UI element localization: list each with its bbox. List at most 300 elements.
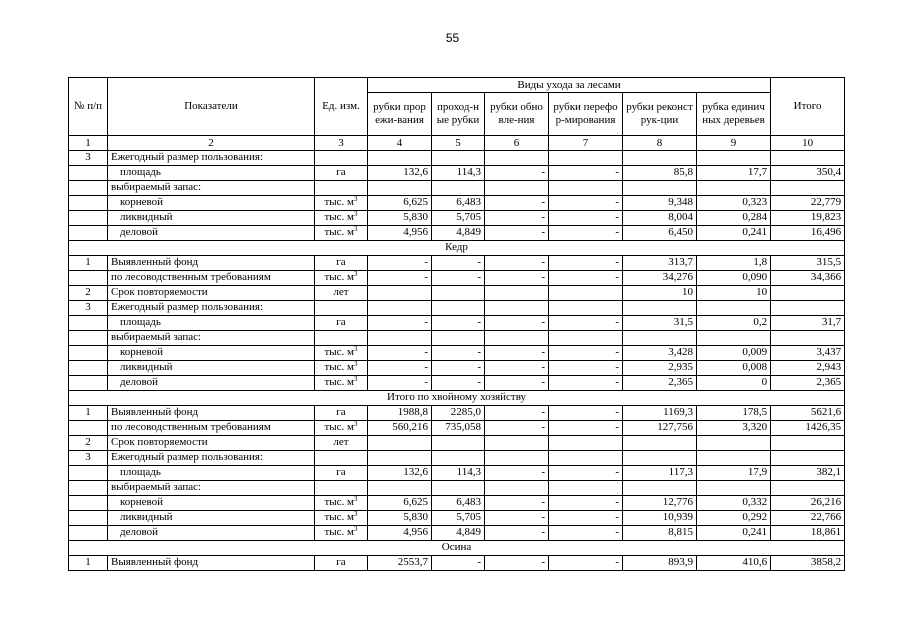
value-cell	[549, 301, 623, 316]
value-cell	[432, 436, 485, 451]
row-number	[69, 421, 108, 436]
row-number: 1	[69, 256, 108, 271]
value-cell: 22,766	[771, 511, 845, 526]
value-cell: 3,437	[771, 346, 845, 361]
value-cell	[697, 301, 771, 316]
value-cell: -	[549, 226, 623, 241]
value-cell: 132,6	[368, 466, 432, 481]
table-row	[69, 181, 845, 196]
value-cell: -	[549, 466, 623, 481]
column-number: 5	[432, 136, 485, 151]
value-cell: -	[368, 271, 432, 286]
value-cell: -	[368, 361, 432, 376]
value-cell: 4,956	[368, 526, 432, 541]
value-cell	[549, 331, 623, 346]
value-cell: 315,5	[771, 256, 845, 271]
value-cell	[623, 451, 697, 466]
header-group: Виды ухода за лесами	[368, 78, 771, 93]
value-cell	[485, 151, 549, 166]
table-row	[69, 166, 845, 181]
value-cell	[549, 436, 623, 451]
row-number	[69, 511, 108, 526]
value-cell: -	[549, 316, 623, 331]
value-cell: -	[549, 526, 623, 541]
value-cell	[697, 151, 771, 166]
header-col-6: рубка единичных деревьев	[697, 93, 771, 136]
unit-superscript: 3	[354, 510, 358, 518]
value-cell: 2553,7	[368, 556, 432, 571]
value-cell: 178,5	[697, 406, 771, 421]
section-row	[69, 391, 845, 406]
value-cell: -	[485, 271, 549, 286]
column-number: 3	[315, 136, 368, 151]
row-number	[69, 361, 108, 376]
value-cell: -	[485, 496, 549, 511]
row-label: выбираемый запас:	[108, 331, 315, 346]
row-label: корневой	[108, 346, 315, 361]
row-number: 3	[69, 451, 108, 466]
value-cell	[697, 436, 771, 451]
unit-text: га	[336, 316, 346, 328]
column-number: 7	[549, 136, 623, 151]
value-cell: -	[368, 256, 432, 271]
column-number: 8	[623, 136, 697, 151]
value-cell: 9,348	[623, 196, 697, 211]
value-cell: 2285,0	[432, 406, 485, 421]
value-cell: -	[485, 511, 549, 526]
table-row	[69, 301, 845, 316]
value-cell: 34,366	[771, 271, 845, 286]
value-cell: -	[432, 556, 485, 571]
value-cell	[368, 151, 432, 166]
value-cell: -	[549, 361, 623, 376]
value-cell	[485, 301, 549, 316]
value-cell: 735,058	[432, 421, 485, 436]
value-cell: 114,3	[432, 166, 485, 181]
value-cell: 4,849	[432, 526, 485, 541]
value-cell	[771, 436, 845, 451]
table-row	[69, 211, 845, 226]
value-cell: -	[432, 376, 485, 391]
row-label: деловой	[108, 376, 315, 391]
value-cell: 10	[697, 286, 771, 301]
value-cell: -	[485, 361, 549, 376]
value-cell: 19,823	[771, 211, 845, 226]
section-title: Осина	[69, 541, 845, 556]
row-label: Ежегодный размер пользования:	[108, 301, 315, 316]
value-cell: -	[549, 556, 623, 571]
row-number	[69, 316, 108, 331]
row-label: Выявленный фонд	[108, 406, 315, 421]
row-label: ликвидный	[108, 511, 315, 526]
value-cell	[771, 331, 845, 346]
value-cell: 1426,35	[771, 421, 845, 436]
value-cell: 0,323	[697, 196, 771, 211]
value-cell	[623, 181, 697, 196]
value-cell	[368, 481, 432, 496]
row-number	[69, 166, 108, 181]
unit-text: га	[336, 166, 346, 178]
row-unit	[315, 466, 368, 481]
row-number	[69, 331, 108, 346]
page-number: 55	[445, 31, 460, 45]
value-cell: 5621,6	[771, 406, 845, 421]
value-cell: 350,4	[771, 166, 845, 181]
value-cell: -	[485, 466, 549, 481]
value-cell	[485, 436, 549, 451]
value-cell: 4,849	[432, 226, 485, 241]
value-cell	[623, 151, 697, 166]
row-label: площадь	[108, 166, 315, 181]
unit-text: лет	[333, 286, 349, 298]
value-cell: 114,3	[432, 466, 485, 481]
row-label: деловой	[108, 526, 315, 541]
value-cell: 382,1	[771, 466, 845, 481]
value-cell	[485, 331, 549, 346]
table-row	[69, 361, 845, 376]
table-header	[69, 78, 845, 151]
value-cell	[623, 301, 697, 316]
value-cell: -	[485, 376, 549, 391]
unit-text: тыс. м	[324, 271, 355, 283]
row-label: корневой	[108, 496, 315, 511]
table-row	[69, 226, 845, 241]
unit-superscript: 3	[354, 345, 358, 353]
unit-text: тыс. м	[324, 226, 355, 238]
row-label: ликвидный	[108, 211, 315, 226]
row-label: Ежегодный размер пользования:	[108, 451, 315, 466]
value-cell: 22,779	[771, 196, 845, 211]
value-cell	[485, 451, 549, 466]
table-row	[69, 421, 845, 436]
value-cell: -	[549, 211, 623, 226]
unit-superscript: 3	[354, 420, 358, 428]
value-cell: -	[549, 196, 623, 211]
header-col-2: проход-ные рубки	[432, 93, 485, 136]
value-cell: 18,861	[771, 526, 845, 541]
row-label: ликвидный	[108, 361, 315, 376]
unit-text: лет	[333, 436, 349, 448]
table-row	[69, 331, 845, 346]
value-cell: 5,830	[368, 511, 432, 526]
table-row	[69, 151, 845, 166]
value-cell: 6,483	[432, 496, 485, 511]
row-label: деловой	[108, 226, 315, 241]
value-cell: -	[549, 166, 623, 181]
row-unit	[315, 451, 368, 466]
value-cell: -	[485, 196, 549, 211]
value-cell: -	[485, 526, 549, 541]
value-cell: 0,332	[697, 496, 771, 511]
row-unit	[315, 181, 368, 196]
unit-text: га	[336, 556, 346, 568]
value-cell: 0	[697, 376, 771, 391]
value-cell: 6,625	[368, 496, 432, 511]
value-cell: -	[432, 361, 485, 376]
value-cell: -	[432, 346, 485, 361]
table-row	[69, 556, 845, 571]
value-cell: -	[549, 406, 623, 421]
row-unit	[315, 511, 368, 526]
value-cell: 0,008	[697, 361, 771, 376]
column-number: 2	[108, 136, 315, 151]
value-cell: 6,483	[432, 196, 485, 211]
unit-text: тыс. м	[324, 211, 355, 223]
value-cell: 34,276	[623, 271, 697, 286]
unit-text: га	[336, 256, 346, 268]
value-cell: 0,292	[697, 511, 771, 526]
value-cell: 10	[623, 286, 697, 301]
unit-text: тыс. м	[324, 511, 355, 523]
value-cell: 1169,3	[623, 406, 697, 421]
value-cell: 0,284	[697, 211, 771, 226]
row-number: 1	[69, 406, 108, 421]
unit-text: тыс. м	[324, 376, 355, 388]
header-unit: Ед. изм.	[315, 78, 368, 136]
unit-superscript: 3	[354, 375, 358, 383]
unit-text: тыс. м	[324, 361, 355, 373]
table-row	[69, 271, 845, 286]
value-cell	[623, 331, 697, 346]
row-label: выбираемый запас:	[108, 181, 315, 196]
section-row	[69, 541, 845, 556]
value-cell	[432, 331, 485, 346]
row-number	[69, 196, 108, 211]
value-cell: -	[432, 271, 485, 286]
value-cell	[771, 301, 845, 316]
row-unit	[315, 406, 368, 421]
row-unit	[315, 226, 368, 241]
value-cell: 3,428	[623, 346, 697, 361]
header-col-3: рубки обновле-ния	[485, 93, 549, 136]
value-cell: 31,5	[623, 316, 697, 331]
row-label: выбираемый запас:	[108, 481, 315, 496]
value-cell: 85,8	[623, 166, 697, 181]
value-cell: 3858,2	[771, 556, 845, 571]
unit-superscript: 3	[354, 270, 358, 278]
table-row	[69, 526, 845, 541]
value-cell	[771, 181, 845, 196]
row-number	[69, 346, 108, 361]
value-cell: -	[485, 256, 549, 271]
table-row	[69, 406, 845, 421]
value-cell	[432, 451, 485, 466]
row-number	[69, 496, 108, 511]
table-row	[69, 466, 845, 481]
value-cell	[368, 286, 432, 301]
value-cell	[549, 481, 623, 496]
row-unit	[315, 316, 368, 331]
value-cell: 12,776	[623, 496, 697, 511]
value-cell: -	[432, 316, 485, 331]
row-unit	[315, 556, 368, 571]
row-label: корневой	[108, 196, 315, 211]
value-cell: -	[485, 226, 549, 241]
row-number: 3	[69, 301, 108, 316]
value-cell	[485, 286, 549, 301]
value-cell	[549, 451, 623, 466]
value-cell	[623, 436, 697, 451]
value-cell: 6,450	[623, 226, 697, 241]
row-unit	[315, 346, 368, 361]
unit-text: га	[336, 406, 346, 418]
table-row	[69, 196, 845, 211]
forest-care-table	[68, 77, 845, 571]
unit-text: тыс. м	[324, 496, 355, 508]
table-row	[69, 496, 845, 511]
row-number	[69, 211, 108, 226]
value-cell	[368, 301, 432, 316]
value-cell: 16,496	[771, 226, 845, 241]
column-number: 1	[69, 136, 108, 151]
table-row	[69, 256, 845, 271]
value-cell	[697, 331, 771, 346]
value-cell: -	[485, 346, 549, 361]
unit-superscript: 3	[354, 195, 358, 203]
value-cell	[549, 286, 623, 301]
value-cell	[697, 181, 771, 196]
value-cell	[771, 451, 845, 466]
value-cell: 8,815	[623, 526, 697, 541]
row-unit	[315, 286, 368, 301]
unit-text: тыс. м	[324, 421, 355, 433]
row-number	[69, 376, 108, 391]
value-cell: 5,830	[368, 211, 432, 226]
value-cell	[368, 451, 432, 466]
row-label: Выявленный фонд	[108, 556, 315, 571]
value-cell	[485, 481, 549, 496]
value-cell: 10,939	[623, 511, 697, 526]
value-cell: 31,7	[771, 316, 845, 331]
row-label: по лесоводственным требованиям	[108, 421, 315, 436]
value-cell	[432, 301, 485, 316]
table-body	[69, 151, 845, 571]
table-row	[69, 316, 845, 331]
row-unit	[315, 211, 368, 226]
value-cell: -	[549, 271, 623, 286]
value-cell: 0,241	[697, 526, 771, 541]
row-unit	[315, 526, 368, 541]
table-row	[69, 376, 845, 391]
value-cell: -	[485, 556, 549, 571]
value-cell: 313,7	[623, 256, 697, 271]
value-cell: -	[368, 376, 432, 391]
value-cell: 5,705	[432, 211, 485, 226]
row-label: Срок повторяемости	[108, 286, 315, 301]
section-row	[69, 241, 845, 256]
row-unit	[315, 271, 368, 286]
value-cell: 2,935	[623, 361, 697, 376]
table-row	[69, 286, 845, 301]
value-cell: -	[368, 316, 432, 331]
value-cell	[485, 181, 549, 196]
section-title: Итого по хвойному хозяйству	[69, 391, 845, 406]
row-number	[69, 466, 108, 481]
header-col-1: рубки прорежи-вания	[368, 93, 432, 136]
row-number: 3	[69, 151, 108, 166]
row-label: Ежегодный размер пользования:	[108, 151, 315, 166]
row-label: Выявленный фонд	[108, 256, 315, 271]
value-cell: 1,8	[697, 256, 771, 271]
value-cell: 410,6	[697, 556, 771, 571]
value-cell	[368, 331, 432, 346]
value-cell: -	[549, 496, 623, 511]
row-unit	[315, 361, 368, 376]
row-number	[69, 181, 108, 196]
table-row	[69, 346, 845, 361]
value-cell: 4,956	[368, 226, 432, 241]
value-cell: 6,625	[368, 196, 432, 211]
value-cell: 0,241	[697, 226, 771, 241]
value-cell: 0,2	[697, 316, 771, 331]
value-cell: -	[432, 256, 485, 271]
value-cell: 17,7	[697, 166, 771, 181]
value-cell: 560,216	[368, 421, 432, 436]
row-label: площадь	[108, 316, 315, 331]
unit-text: тыс. м	[324, 196, 355, 208]
column-number: 4	[368, 136, 432, 151]
value-cell: 1988,8	[368, 406, 432, 421]
row-unit	[315, 331, 368, 346]
value-cell: -	[485, 316, 549, 331]
value-cell: 2,365	[623, 376, 697, 391]
value-cell: 2,943	[771, 361, 845, 376]
value-cell: 8,004	[623, 211, 697, 226]
row-unit	[315, 256, 368, 271]
value-cell	[623, 481, 697, 496]
unit-text: тыс. м	[324, 346, 355, 358]
value-cell: 17,9	[697, 466, 771, 481]
row-unit	[315, 376, 368, 391]
header-indicator: Показатели	[108, 78, 315, 136]
row-number	[69, 481, 108, 496]
row-unit	[315, 421, 368, 436]
table-row	[69, 511, 845, 526]
unit-superscript: 3	[354, 495, 358, 503]
section-title: Кедр	[69, 241, 845, 256]
column-number: 9	[697, 136, 771, 151]
row-label: Срок повторяемости	[108, 436, 315, 451]
unit-superscript: 3	[354, 360, 358, 368]
value-cell: 117,3	[623, 466, 697, 481]
unit-superscript: 3	[354, 225, 358, 233]
row-unit	[315, 496, 368, 511]
value-cell: 132,6	[368, 166, 432, 181]
value-cell: 127,756	[623, 421, 697, 436]
row-unit	[315, 196, 368, 211]
value-cell: -	[549, 511, 623, 526]
unit-superscript: 3	[354, 210, 358, 218]
value-cell	[432, 286, 485, 301]
table-row	[69, 481, 845, 496]
value-cell	[771, 286, 845, 301]
value-cell	[368, 436, 432, 451]
value-cell: 0,090	[697, 271, 771, 286]
value-cell	[432, 481, 485, 496]
value-cell: 2,365	[771, 376, 845, 391]
value-cell: -	[485, 421, 549, 436]
value-cell	[432, 181, 485, 196]
value-cell	[368, 181, 432, 196]
value-cell: 893,9	[623, 556, 697, 571]
value-cell: 26,216	[771, 496, 845, 511]
value-cell: -	[549, 346, 623, 361]
value-cell	[549, 181, 623, 196]
value-cell	[549, 151, 623, 166]
value-cell: -	[485, 406, 549, 421]
header-col-5: рубки реконструк-ции	[623, 93, 697, 136]
value-cell	[432, 151, 485, 166]
